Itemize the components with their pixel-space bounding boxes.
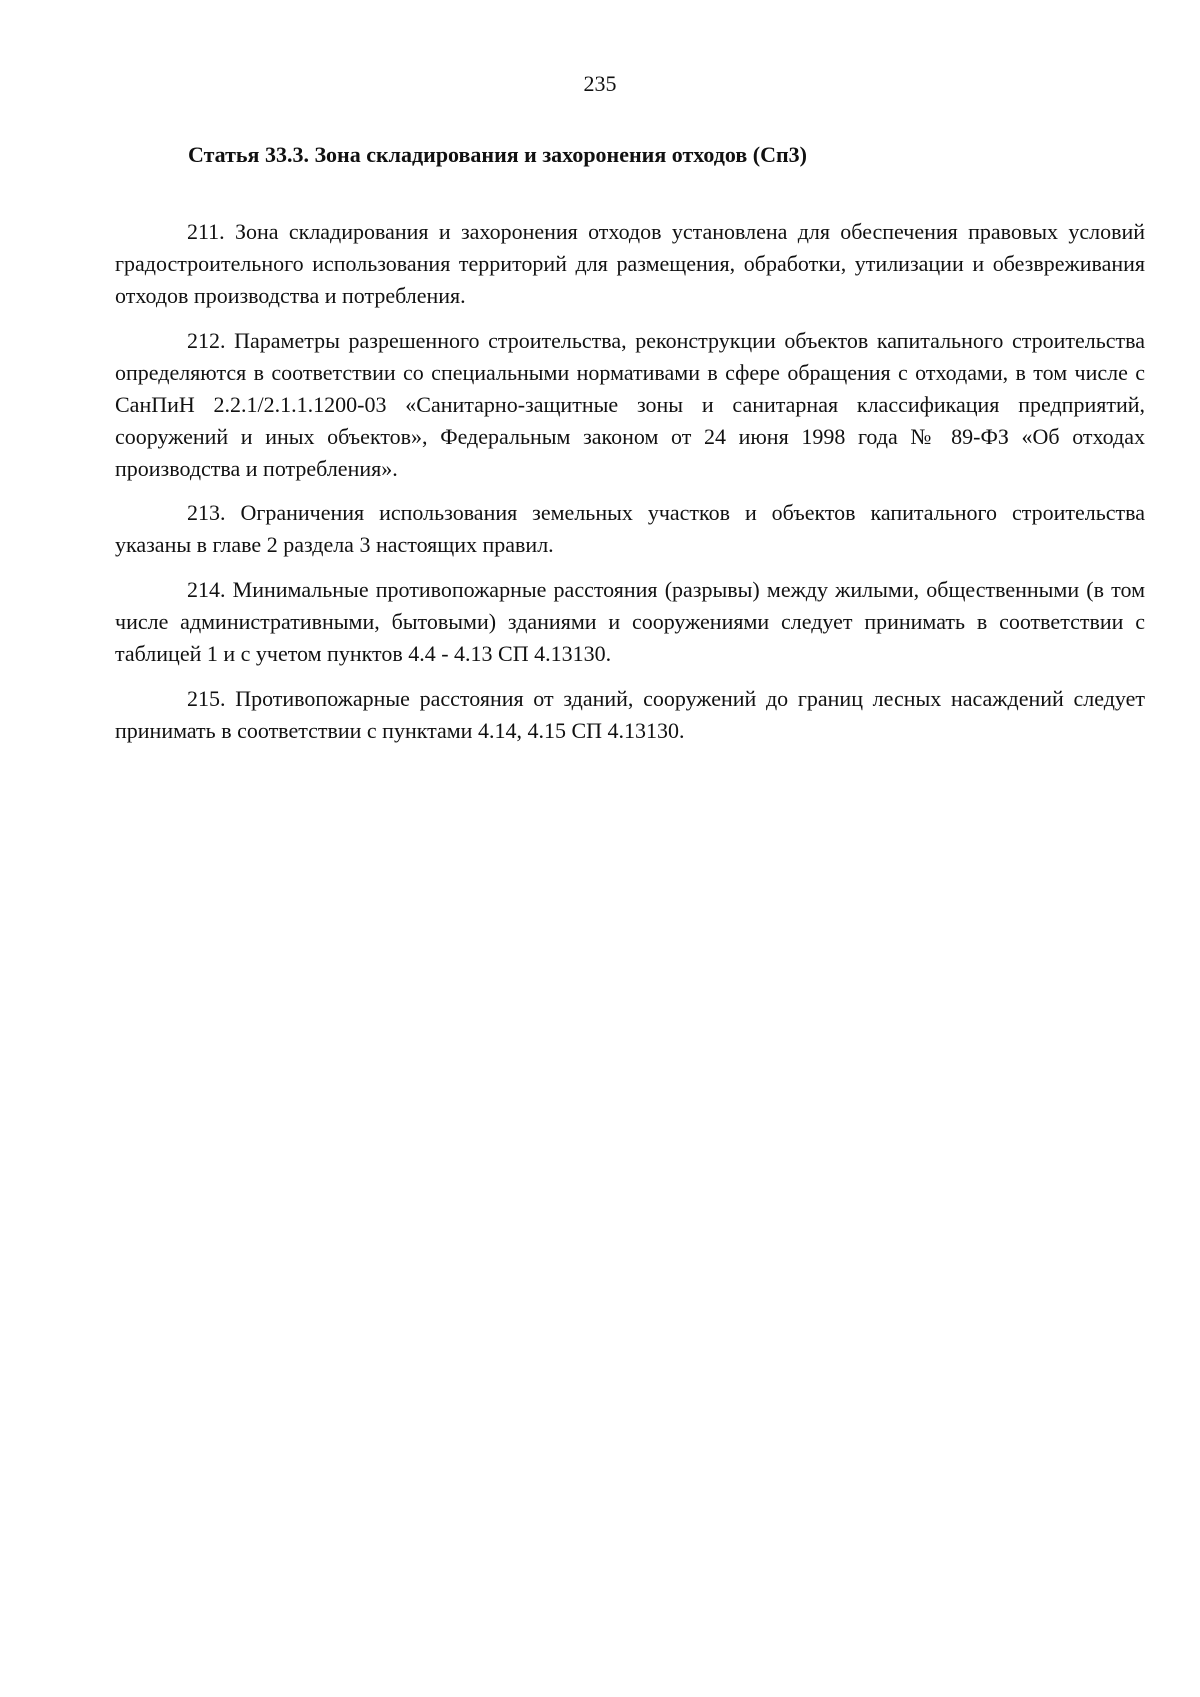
page-number: 235 [583,71,617,96]
paragraph-211: 211. Зона складирования и захоронения отходов установлена для обеспечения правовых условий градостроительного использования территорий для размещения, обработки, утилизации и обезвреживания отходов производства и потребления. [115,219,1145,308]
paragraph-213: 213. Ограничения использования земельных участков и объектов капитального строительства указаны в главе 2 раздела 3 настоящих правил. [115,500,1145,557]
paragraph-214: 214. Минимальные противопожарные расстояния (разрывы) между жилыми, общественными (в том числе административными, бытовыми) зданиями и сооружениями следует принимать в соответствии с таблицей 1 и с учетом пунктов 4.4 - 4.13 СП 4.13130. [115,577,1145,666]
article-heading: Статья 33.3. Зона складирования и захоронения отходов (Сп3) [188,142,807,167]
paragraph-212: 212. Параметры разрешенного строительства, реконструкции объектов капитального строительства определяются в соответствии со специальными нормативами в сфере обращения с отходами, в том числе с СанПиН 2.2.1/2.1.1.1200-03 «Санитарно-защитные зоны и санитарная классификация предприятий, сооружений и иных объектов», Федеральным законом от 24 июня 1998 года № 89-ФЗ «Об отходах производства и потребления». [115,328,1145,481]
paragraph-215: 215. Противопожарные расстояния от зданий, сооружений до границ лесных насаждений следует принимать в соответствии с пунктами 4.14, 4.15 СП 4.13130. [115,686,1145,743]
